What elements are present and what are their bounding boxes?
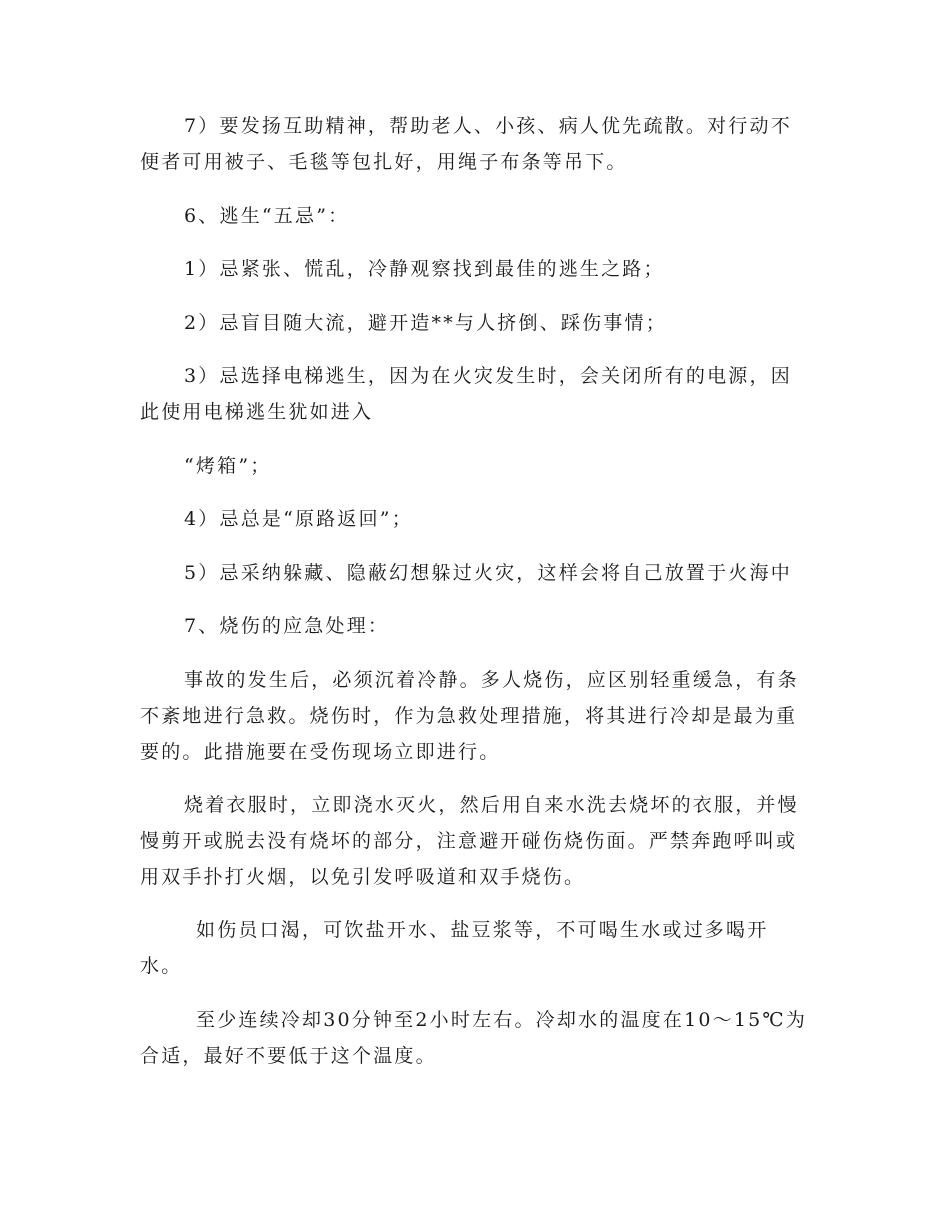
list-item-taboo-3-cont: “烤箱”； xyxy=(184,455,272,477)
paragraph-cooling-duration: 至少连续冷却30分钟至2小时左右。冷却水的温度在10～15℃为合适，最好不要低于这个温度。 xyxy=(140,1009,808,1067)
list-item-taboo-3: 3）忌选择电梯逃生，因为在火灾发生时，会关闭所有的电源，因此使用电梯逃生犹如进入 xyxy=(140,365,792,423)
list-item-taboo-5: 5）忌采纳躲藏、隐蔽幻想躲过火灾，这样会将自己放置于火海中 xyxy=(184,562,792,584)
heading-escape-five-taboos: 6、逃生“五忌”： xyxy=(184,205,350,227)
heading-burn-first-aid: 7、烧伤的应急处理： xyxy=(184,615,390,637)
paragraph-thirst: 如伤员口渴，可饮盐开水、盐豆浆等，不可喝生水或过多喝开水。 xyxy=(140,919,769,977)
list-item-taboo-4: 4）忌总是“原路返回”； xyxy=(184,508,413,530)
paragraph-burning-clothes: 烧着衣服时，立即浇水灭火，然后用自来水洗去烧坏的衣服，并慢慢剪开或脱去没有烧坏的部分，注意避开碰伤烧伤面。严禁奔跑呼叫或用双手扑打火烟，以免引发呼吸道和双手烧伤。 xyxy=(140,794,799,888)
list-item-taboo-1: 1）忌紧张、慌乱，冷静观察找到最佳的逃生之路； xyxy=(184,258,665,280)
paragraph-burn-cooling: 事故的发生后，必须沉着冷静。多人烧伤，应区别轻重缓急，有条不紊地进行急救。烧伤时，作为急救处理措施，将其进行冷却是最为重要的。此措施要在受伤现场立即进行。 xyxy=(140,669,799,763)
paragraph-mutual-aid: 7）要发扬互助精神，帮助老人、小孩、病人优先疏散。对行动不便者可用被子、毛毯等包扎好，用绳子布条等吊下。 xyxy=(140,115,792,173)
list-item-taboo-2: 2）忌盲目随大流，避开造**与人挤倒、踩伤事情； xyxy=(184,312,667,334)
